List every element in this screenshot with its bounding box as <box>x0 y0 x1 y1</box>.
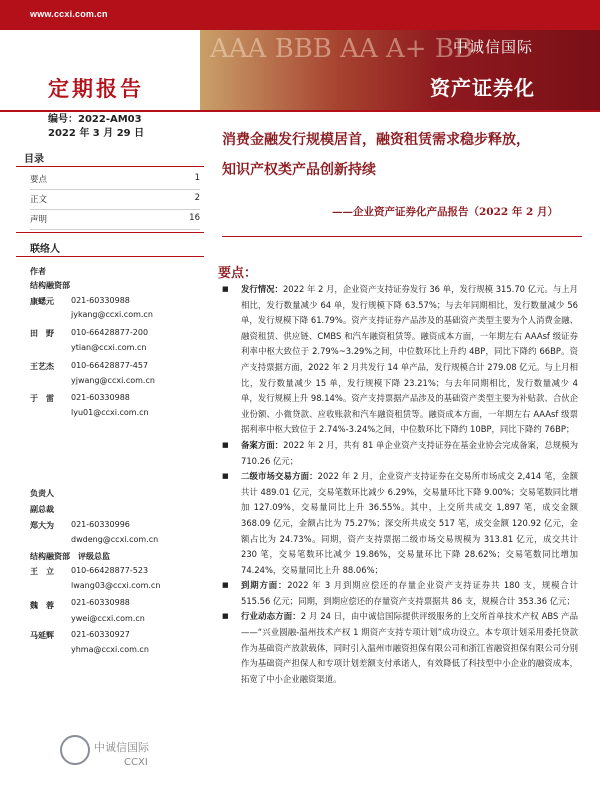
contact-phone: 010-66428877-457 <box>71 361 149 370</box>
contact-email[interactable]: lwang03@ccxi.com.cn <box>71 581 161 590</box>
bullet-text: 2022 年 2 月，企业资产支持证券在交易所市场成交 2,414 笔，金额共计 489.01 亿元，交易笔数环比减少 6.29%，交易量环比下降 9.00%；交易笔数同比增加 127.09%，交易量同比上升 36.55%。其中，上交所共成交 1,897 笔，成交金额 368.09 亿元，金额占比为 75.27%；深交所共成交 517 笔，成交金额 120.92 亿元，金额占比为 24.73%。同期，资产支持票据二级市场交易规模为 313.81 亿元，成交共计 230 笔，交易笔数环比减少 19.86%，交易量环比下降 28.62%；交易笔数同比增加 74.24%，交易量同比上升 88.06%； <box>241 471 578 575</box>
bullet-filing <box>222 438 578 469</box>
brand-name: 中诚信国际 <box>453 38 534 56</box>
contact-email[interactable]: lyu01@ccxi.com.cn <box>71 408 149 417</box>
contact-name: 王 立 <box>30 567 54 576</box>
key-points-list <box>222 282 578 687</box>
toc-item-page: 2 <box>194 193 200 203</box>
report-type: 定期报告 <box>48 76 144 101</box>
contact-phone: 021-60330927 <box>71 630 130 639</box>
authors-label: 作者 <box>30 267 46 276</box>
toc-item[interactable] <box>30 209 200 230</box>
bullet-secondary-market <box>222 469 578 578</box>
contact-name: 田 野 <box>30 329 54 338</box>
key-points-title: 要点： <box>218 266 258 281</box>
report-title <box>222 125 582 185</box>
toc-item-label: 声明 <box>30 215 48 225</box>
report-date: 2022 年 3 月 29 日 <box>48 128 145 139</box>
toc-item-page: 16 <box>189 213 200 223</box>
contact-phone: 021-60330988 <box>71 296 130 305</box>
bullet-maturity <box>222 578 578 609</box>
dept-label: 结构融资部 评级总监 <box>30 552 110 561</box>
contact-phone: 021-60330988 <box>71 598 130 607</box>
sidebar <box>16 148 204 708</box>
contact-phone: 021-60330988 <box>71 393 130 402</box>
toc-item-label: 要点 <box>30 175 48 185</box>
contacts-divider <box>16 256 204 257</box>
report-title-line1: 消费金融发行规模居首，融资租赁需求稳步释放， <box>222 132 530 148</box>
bullet-text: 2 月 24 日，由中诚信国际提供评级服务的上交所首单技术产权 ABS 产品——“兴业圆融-温州技术产权 1 期资产支持专项计划”成功设立。本专项计划采用委托贷款作为基础资产放款载体，同时引入温州市融资担保有限公司和浙江省融资担保有限公司分别作为基础资产担保人和专项计划差额支付承诺人，有效降低了科技型中小企业的融资成本，拓宽了中小企业融资渠道。 <box>241 611 579 684</box>
bullet-text: 2022 年 2 月，共有 81 单企业资产支持证券在基金业协会完成备案，总规模为 710.26 亿元； <box>241 439 579 466</box>
contact-email[interactable]: ywei@ccxi.com.cn <box>71 614 145 623</box>
bullet-heading: 行业动态方面： <box>241 611 301 622</box>
toc-bottom-divider <box>16 232 204 233</box>
bullet-issuance <box>222 282 578 438</box>
header-banner <box>200 30 600 110</box>
contact-name: 于 雷 <box>30 394 54 403</box>
logo-en: CCXI <box>124 757 148 768</box>
contact-email[interactable]: ytian@ccxi.com.cn <box>71 343 147 352</box>
contact-name: 王艺杰 <box>30 362 54 371</box>
report-subtitle: ——企业资产证券化产品报告（2022 年 2 月） <box>332 206 558 218</box>
banner-decoration: AAA BBB AA A+ BB <box>210 34 474 64</box>
bullet-text: 2022 年 3 月到期应偿还的存量企业资产支持证券共 180 支，规模合计 515.56 亿元；同期，到期应偿还的存量资产支持票据共 86 支，规模合计 353.36 亿元； <box>241 580 579 606</box>
title-divider <box>222 236 582 237</box>
bullet-heading: 发行情况： <box>241 284 283 294</box>
contact-email[interactable]: yjwang@ccxi.com.cn <box>71 376 155 385</box>
head-label: 负责人 <box>30 489 54 498</box>
site-url[interactable]: www.ccxi.com.cn <box>30 9 108 19</box>
bullet-heading: 到期方面： <box>241 580 288 591</box>
logo-mark-icon <box>60 735 90 765</box>
contacts-title: 联络人 <box>30 244 60 255</box>
toc-title: 目录 <box>24 154 44 165</box>
logo-cn: 中诚信国际 <box>94 741 149 754</box>
category-title: 资产证券化 <box>430 76 535 100</box>
top-bar <box>0 0 600 30</box>
dept-label: 结构融资部 <box>30 281 70 290</box>
bullet-heading: 备案方面： <box>241 439 284 450</box>
bullet-text: 2022 年 2 月，企业资产支持证券发行 36 单，发行规模 315.70 亿元。与上月相比，发行数量减少 64 单，发行规模下降 63.57%；与去年同期相比，发行数量减少 56 单，发行规模下降 61.79%。资产支持证券产品涉及的基础资产类型主要为个人消费金融、融资租赁、供应链、CMBS 和汽车融资租赁等。融资成本方面，一年期左右 AAAsf 级证券利率中枢大致位于 2.79%~3.29%之间，中位数环比上升约 4BP，同比下降约 66BP。资产支持票据方面，2022 年 2 月共发行 14 单产品，发行规模合计 279.08 亿元。与上月相比，发行数量减少 15 单，发行规模下降 23.21%；与去年同期相比，发行数量减少 4 单，发行规模上升 98.14%。资产支持票据产品涉及的基础资产类型主要为补贴款、合伙企业份额、小微贷款、应收账款和汽车融资租赁等。融资成本方面，一年期左右 AAAsf 级票据利率中枢大致位于 2.74%-3.24%之间，中位数环比下降约 10BP，同比下降约 76BP； <box>241 284 578 435</box>
contact-name: 马延辉 <box>30 631 54 640</box>
contact-email[interactable]: yhma@ccxi.com.cn <box>71 645 149 654</box>
report-title-line2: 知识产权类产品创新持续 <box>222 162 376 178</box>
contact-name: 郑大为 <box>30 521 54 530</box>
toc-item-page: 1 <box>194 173 200 183</box>
report-number: 编号：2022-AM03 <box>48 114 142 125</box>
bullet-industry-news <box>222 609 578 687</box>
contact-phone: 021-60330996 <box>71 520 130 529</box>
contact-phone: 010-66428877-523 <box>71 566 149 575</box>
toc-item[interactable] <box>30 189 200 210</box>
toc-item-label: 正文 <box>30 195 48 205</box>
contact-email[interactable]: jykang@ccxi.com.cn <box>71 310 153 319</box>
bullet-heading: 二级市场交易方面： <box>241 471 318 482</box>
toc-divider <box>16 166 204 167</box>
contact-name: 魏 蓉 <box>30 601 54 610</box>
contact-email[interactable]: dwdeng@ccxi.com.cn <box>71 535 159 544</box>
toc-item[interactable] <box>30 169 200 190</box>
contact-phone: 010-66428877-200 <box>71 328 149 337</box>
vp-label: 副总裁 <box>30 505 54 514</box>
contact-name: 康蟋元 <box>30 297 54 306</box>
